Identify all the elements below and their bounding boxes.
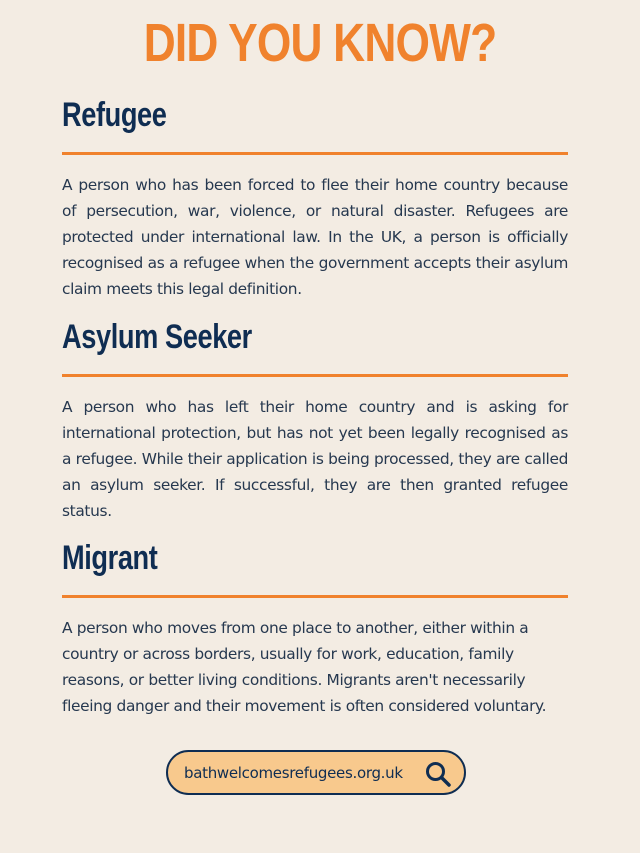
section-divider — [62, 152, 568, 155]
section-heading: Asylum Seeker — [62, 318, 252, 356]
section-heading: Migrant — [62, 539, 158, 577]
section-divider — [62, 595, 568, 598]
section-definition: A person who moves from one place to another, either within a country or across borders, usually for work, education, family reasons, or better living conditions. Migrants aren't necessarily fleeing danger and their movement is often considered voluntary. — [62, 619, 547, 715]
section-migrant — [62, 537, 568, 715]
page-title: DID YOU KNOW? — [143, 13, 497, 73]
section-refugee — [62, 94, 568, 298]
section-definition: A person who has been forced to flee their home country because of persecution, war, violence, or natural disaster. Refugees are protected under international law. In the UK, a person is officially recognised as a refugee when the government accepts their asylum claim meets this legal definition. — [62, 176, 568, 298]
section-definition: A person who has left their home country and is asking for international protection, but has not yet been legally recognised as a refugee. While their application is being processed, they are called an asylum seeker. If successful, they are then granted refugee status. — [62, 398, 568, 520]
section-heading: Refugee — [62, 96, 167, 134]
website-url[interactable]: bathwelcomesrefugees.org.uk — [184, 763, 403, 782]
section-divider — [62, 374, 568, 377]
search-icon — [424, 760, 452, 788]
website-link[interactable] — [166, 750, 466, 795]
section-asylum-seeker — [62, 316, 568, 520]
